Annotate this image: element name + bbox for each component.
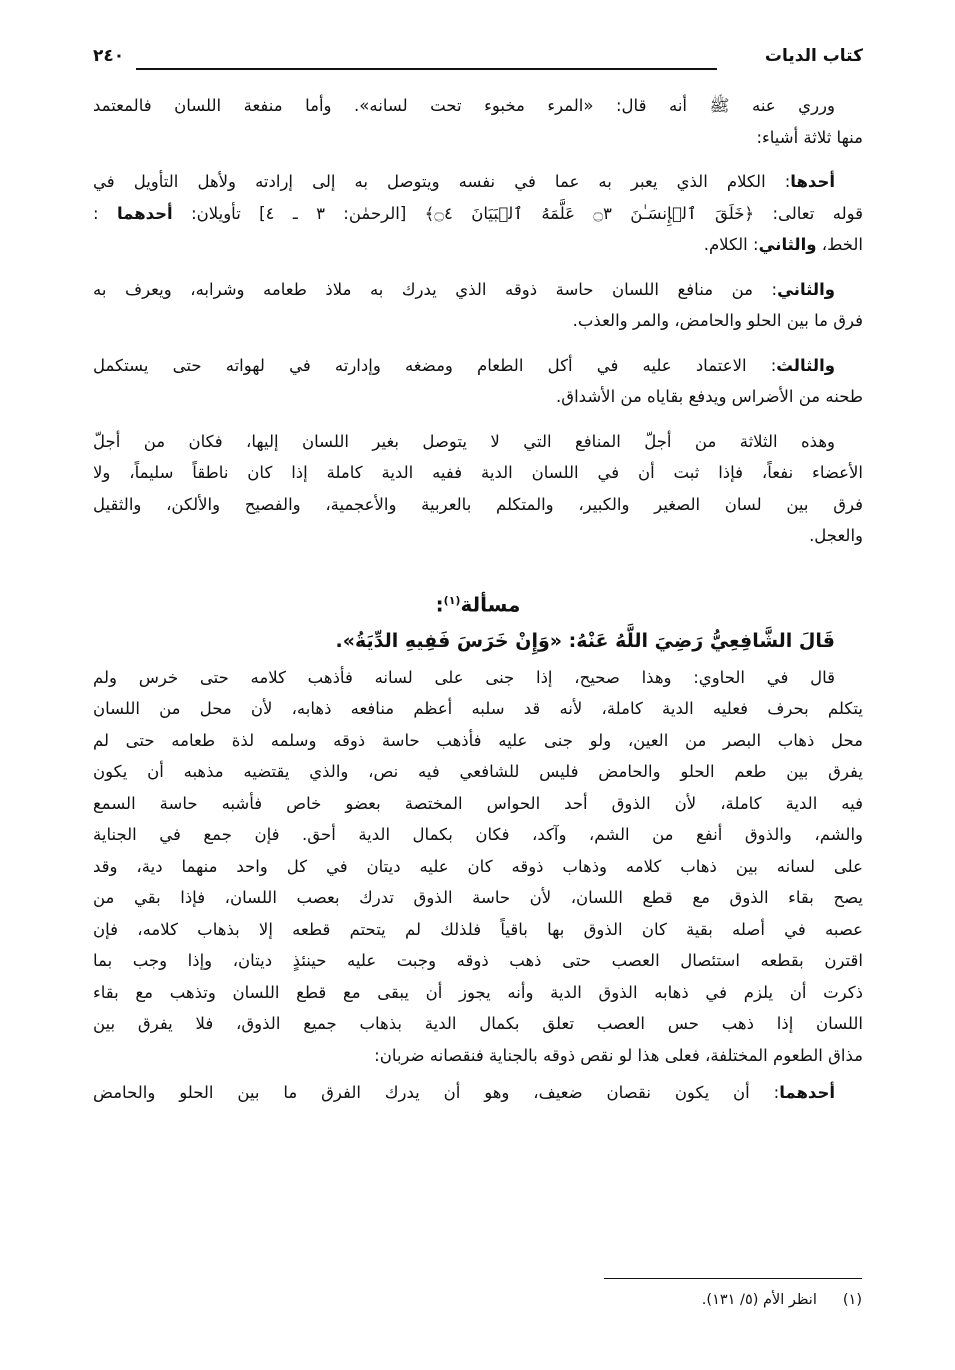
text-line <box>93 350 863 382</box>
bold-lead: أحدهما <box>779 1083 835 1102</box>
footnote-rule <box>604 1278 862 1279</box>
bold-lead: والثاني <box>777 279 835 299</box>
text-span: : الكلام الذي يعبر به عما في نفسه ويتوصل به إلى إرادته ولأهل التأويل في <box>93 172 791 191</box>
text-line: على لسانه بين ذهاب كلامه وذهاب ذوقه كان عليه ديتان في كل واحد منهما دية، وقد <box>93 856 863 876</box>
text-line: منها ثلاثة أشياء: <box>756 127 863 147</box>
bold-lead: والثالث <box>776 355 835 375</box>
footnote-number: (١) <box>842 1292 862 1308</box>
bold-lead: أحدهما <box>116 203 173 223</box>
text-line: قال في الحاوي: وهذا صحيح، إذا جنى على لسانه فأذهب كلامه حتى خرس ولم <box>93 667 835 687</box>
text-span: الخط، <box>821 235 863 254</box>
text-line: والعجل. <box>809 526 863 545</box>
text-line: والشم، والذوق أنفع من الشم، وآكد، فكان بكمال الدية أحق. فإن جمع في الجناية <box>93 825 863 844</box>
text-line: اللسان إذا ذهب حس العصب تعلق بكمال الدية بذهاب جميع الذوق، فلا يفرق بين <box>93 1014 863 1033</box>
footnote <box>702 1292 862 1308</box>
text-line: فرق بين لسان الصغير والكبير، والمتكلم بالعربية والأعجمية، والفصيح والألكن، والثقيل <box>93 494 863 514</box>
text-line <box>93 274 863 306</box>
bold-lead: والثاني <box>758 235 817 254</box>
heading-colon: : <box>435 592 444 617</box>
text-span: : من منافع اللسان حاسة ذوقه الذي يدرك به ملاذ طعامه وشرابه، ويعرف به <box>93 279 778 299</box>
text-line: يتكلم بحرف فعليه الدية كاملة، لأنه قد سلبه أعظم منافعه ذهابه، لأن محل من اللسان <box>93 699 863 718</box>
text-span: : الكلام. <box>703 235 759 254</box>
shafii-quote: قَالَ الشَّافِعِيُّ رَضِيَ اللَّهُ عَنْهُ: «وَإِنْ خَرَسَ فَفِيهِ الدِّيَةُ». <box>335 629 835 652</box>
text-line: يفرق بين طعم الحلو والحامض فليس للشافعي فيه نص، والذي يقتضيه مذهبه أن يكون <box>93 762 863 781</box>
footnote-ref: (١) <box>443 593 461 607</box>
text-line <box>93 1077 863 1109</box>
bold-lead: أحدها <box>790 172 835 191</box>
text-span: : الاعتماد عليه في أكل الطعام ومضغه وإدارته في لهواته حتى يستكمل <box>93 355 777 375</box>
heading-text: مسألة <box>460 592 521 617</box>
page-number: ٢٤٠ <box>93 46 125 66</box>
text-line: وهذه الثلاثة من أجلّ المنافع التي لا يتوصل بغير اللسان إليها، فكان من أجلّ <box>93 431 835 451</box>
footnote-text: انظر الأم (٥/ ١٣١). <box>701 1292 817 1308</box>
text-line: عصبه في أصله بقية كان الذوق بها باقياً فلذلك لم يتحتم قطعه إلا بذهاب كلامه، فإن <box>93 919 863 939</box>
text-line <box>93 166 863 198</box>
text-line: مذاق الطعوم المختلفة، فعلى هذا لو نقص ذوقه بالجناية فنقصانه ضربان: <box>374 1045 863 1065</box>
masala-heading <box>93 582 863 620</box>
text-line: طحنه من الأضراس ويدفع بقاياه من الأشداق. <box>556 387 863 406</box>
text-line <box>93 229 863 261</box>
book-title: كتاب الديات <box>764 46 863 66</box>
text-line: محل ذهاب البصر من العين، ولو جنى عليه فأذهب حاسة ذوقه وسلمه لذة طعامه حتى لم <box>93 730 863 750</box>
text-line: ورري عنه ﷺ أنه قال: «المرء مخبوء تحت لسانه». وأما منفعة اللسان فالمعتمد <box>93 96 835 115</box>
text-line: ذكرت أن يلزم في ذهابه الذوق الدية وأنه يجوز أن يبقى مع قطع اللسان وتذهب مع بقاء <box>93 982 863 1002</box>
page-body <box>93 90 863 1109</box>
running-header <box>93 44 863 74</box>
text-span: قوله تعالى: ﴿خَلَقَ ٱلۡإِنسَـٰنَ ۝٣ عَلَّمَهُ ٱلۡبَيَانَ ۝٤﴾ [الرحمٰن: ٣ ـ ٤] تأويلان: <box>191 203 864 223</box>
text-line: الأعضاء نفعاً، فإذا ثبت أن في اللسان الدية ففيه الدية كاملة إذا كان ناطقاً سليماً، ولا <box>93 463 863 482</box>
text-span: : <box>93 203 99 223</box>
text-line: يصح بقاء الذوق مع قطع اللسان، لأن حاسة الذوق تدرك بعصب اللسان، فإذا بقي من <box>93 888 863 907</box>
header-rule <box>136 68 717 70</box>
text-span: : أن يكون نقصان ضعيف، وهو أن يدرك الفرق ما بين الحلو والحامض <box>93 1083 780 1102</box>
text-line: فرق ما بين الحلو والحامض، والمر والعذب. <box>572 311 863 330</box>
text-line: فيه الدية كاملة، لأن الذوق أحد الحواس المختصة بعضو خاص فأشبه حاسة السمع <box>93 793 863 813</box>
text-line <box>93 198 863 230</box>
text-line: اقترن بقطعه استئصال العصب حتى ذهب ذوقه وجبت عليه حينئذٍ ديتان، وإذا وجب بما <box>93 951 863 970</box>
